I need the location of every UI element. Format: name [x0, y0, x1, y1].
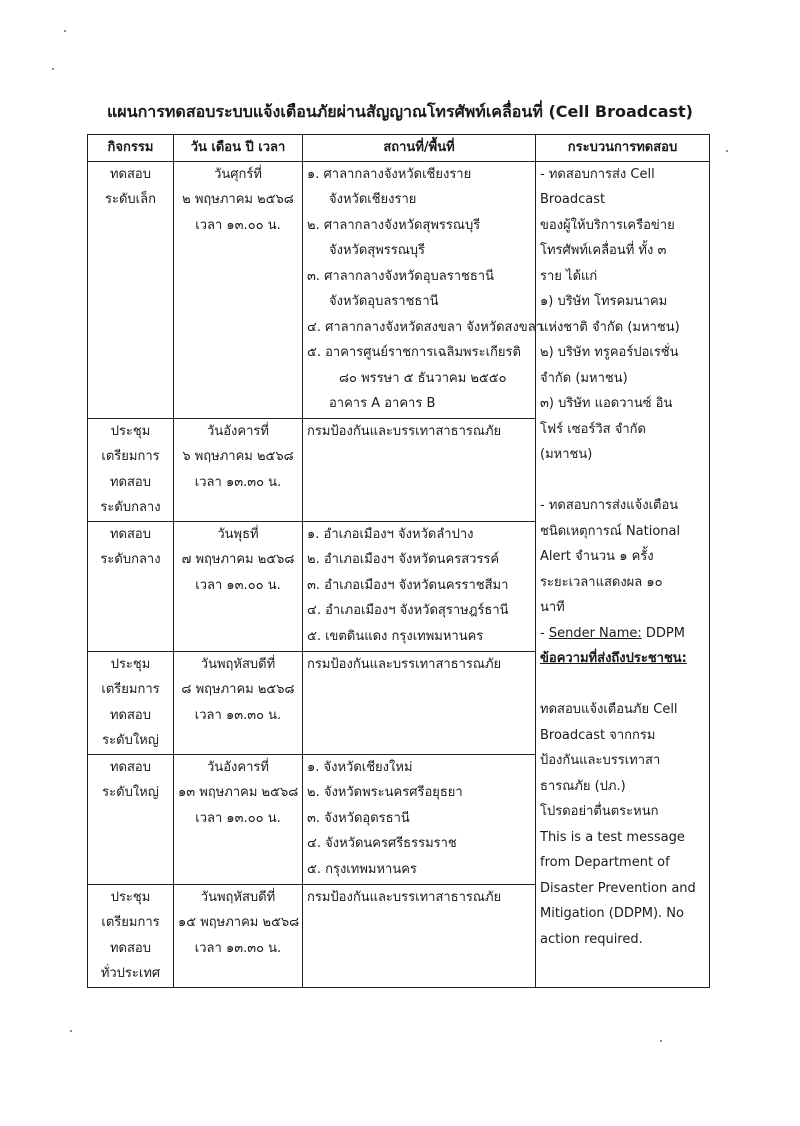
location-line: กรมป้องกันและบรรเทาสาธารณภัย	[307, 423, 502, 439]
process-line: ระยะเวลาแสดงผล ๑๐	[540, 574, 663, 590]
process-line: - ทดสอบการส่ง Cell	[540, 166, 655, 182]
location-line: ๔. ศาลากลางจังหวัดสงขลา จังหวัดสงขลา	[307, 319, 543, 335]
activity-line: ประชุม	[110, 423, 151, 439]
header-location: สถานที่/พื้นที่	[303, 135, 536, 162]
datetime-cell	[174, 161, 303, 418]
header-datetime: วัน เดือน ปี เวลา	[174, 135, 303, 162]
location-line: ๔. จังหวัดนครศรีธรรมราช	[307, 836, 457, 851]
location-line: กรมป้องกันและบรรเทาสาธารณภัย	[307, 656, 502, 672]
process-line: โทรศัพท์เคลื่อนที่ ทั้ง ๓	[540, 243, 667, 258]
activity-line: ระดับใหญ่	[102, 733, 159, 748]
date-text: ๖ พฤษภาคม ๒๕๖๘	[182, 449, 294, 464]
activity-line: ระดับกลาง	[100, 552, 161, 567]
activity-line: ทดสอบ	[109, 940, 151, 956]
process-line: โฟร์ เซอร์วิส จำกัด	[540, 421, 646, 437]
location-line: ๕. กรุงเทพมหานคร	[307, 861, 417, 877]
date-text: ๘ พฤษภาคม ๒๕๖๘	[181, 682, 295, 697]
location-cell	[303, 754, 536, 884]
message-label: ข้อความที่ส่งถึงประชาชน:	[540, 651, 687, 666]
message-line: Disaster Prevention and	[540, 880, 696, 896]
location-line: ๕. อาคารศูนย์ราชการเฉลิมพระเกียรติ	[307, 345, 521, 360]
scan-speck	[64, 30, 66, 32]
location-line: จังหวัดอุบลราชธานี	[329, 294, 439, 309]
spacer	[540, 468, 705, 494]
message-line: from Department of	[540, 855, 670, 870]
date-day: วันพฤหัสบดีที่	[200, 889, 276, 905]
message-line: This is a test message	[540, 829, 685, 845]
location-line: ๑. จังหวัดเชียงใหม่	[307, 759, 413, 775]
location-line: ๒. จังหวัดพระนครศรีอยุธยา	[307, 785, 463, 800]
location-line: ๑. อำเภอเมืองฯ จังหวัดลำปาง	[307, 526, 474, 542]
time-text: เวลา ๑๓.๐๐ น.	[195, 577, 281, 593]
scan-speck	[726, 150, 728, 152]
date-day: วันศุกร์ที่	[214, 166, 262, 182]
location-line: อาคาร A อาคาร B	[329, 396, 436, 411]
location-line: ๒. อำเภอเมืองฯ จังหวัดนครสวรรค์	[307, 552, 500, 567]
process-line: ของผู้ให้บริการเครือข่าย	[540, 217, 675, 233]
sender-prefix: -	[540, 625, 549, 641]
location-line: ๓. อำเภอเมืองฯ จังหวัดนครราชสีมา	[307, 577, 509, 593]
location-line: ๓. ศาลากลางจังหวัดอุบลราชธานี	[307, 268, 494, 284]
process-line: ๑) บริษัท โทรคมนาคม	[540, 294, 668, 309]
activity-line: ประชุม	[110, 656, 151, 672]
activity-cell	[88, 418, 174, 521]
message-line: ธารณภัย (ปภ.)	[540, 778, 626, 794]
location-line: ๘๐ พรรษา ๕ ธันวาคม ๒๕๕๐	[339, 370, 507, 386]
sender-line	[540, 621, 705, 647]
spacer	[540, 672, 705, 698]
activity-line: ระดับกลาง	[100, 500, 161, 515]
datetime-cell	[174, 884, 303, 987]
activity-cell	[88, 161, 174, 418]
activity-line: ทั่วประเทศ	[100, 966, 161, 981]
scan-speck	[70, 1030, 72, 1032]
message-line: Broadcast จากกรม	[540, 727, 656, 743]
process-line: ๒) บริษัท ทรูคอร์ปอเรชั่น	[540, 345, 679, 360]
activity-cell	[88, 754, 174, 884]
time-text: เวลา ๑๓.๐๐ น.	[195, 810, 281, 826]
activity-cell	[88, 884, 174, 987]
activity-line: ระดับใหญ่	[102, 785, 159, 800]
location-cell	[303, 521, 536, 651]
location-line: ๓. จังหวัดอุดรธานี	[307, 810, 410, 826]
process-line: Alert จำนวน ๑ ครั้ง	[540, 549, 654, 564]
time-text: เวลา ๑๓.๓๐ น.	[194, 474, 282, 490]
header-row	[88, 135, 710, 162]
document-title: แผนการทดสอบระบบแจ้งเตือนภัยผ่านสัญญาณโทรศัพท์เคลื่อนที่ (Cell Broadcast)	[106, 102, 693, 121]
process-line: ชนิดเหตุการณ์ National	[540, 523, 681, 539]
process-line: ราย ได้แก่	[540, 268, 598, 284]
activity-line: ทดสอบ	[109, 166, 151, 182]
location-line: ๑. ศาลากลางจังหวัดเชียงราย	[307, 166, 472, 182]
activity-cell	[88, 651, 174, 754]
location-line: จังหวัดเชียงราย	[329, 192, 417, 207]
process-line: (มหาชน)	[540, 447, 593, 462]
date-text: ๗ พฤษภาคม ๒๕๖๘	[181, 552, 295, 567]
process-line: นาที	[540, 600, 565, 615]
date-text: ๒ พฤษภาคม ๒๕๖๘	[182, 192, 294, 207]
location-line: ๒. ศาลากลางจังหวัดสุพรรณบุรี	[307, 217, 481, 233]
activity-line: ทดสอบ	[109, 474, 151, 490]
activity-line: ทดสอบ	[109, 759, 151, 775]
location-line: ๔. อำเภอเมืองฯ จังหวัดสุราษฎร์ธานี	[307, 603, 509, 618]
date-text: ๑๕ พฤษภาคม ๒๕๖๘	[178, 915, 300, 930]
header-process: กระบวนการทดสอบ	[536, 135, 710, 162]
date-text: ๑๓ พฤษภาคม ๒๕๖๘	[178, 785, 299, 800]
activity-line: ระดับเล็ก	[105, 192, 156, 207]
activity-line: เตรียมการ	[101, 915, 160, 930]
process-line: - ทดสอบการส่งแจ้งเตือน	[540, 498, 679, 513]
datetime-cell	[174, 521, 303, 651]
activity-line: ทดสอบ	[109, 707, 151, 723]
sender-label: Sender Name:	[548, 625, 642, 641]
message-line: ทดสอบแจ้งเตือนภัย Cell	[540, 702, 678, 717]
process-line: Broadcast	[540, 192, 606, 207]
activity-line: ประชุม	[110, 889, 151, 905]
location-cell	[303, 884, 536, 987]
scan-speck	[660, 1040, 662, 1042]
location-cell	[303, 418, 536, 521]
location-line: จังหวัดสุพรรณบุรี	[329, 243, 426, 258]
date-day: วันพุธที่	[217, 526, 259, 542]
time-text: เวลา ๑๓.๓๐ น.	[194, 707, 282, 723]
process-line: ๓) บริษัท แอดวานซ์ อิน	[540, 396, 673, 411]
activity-line: เตรียมการ	[101, 449, 160, 464]
message-line: action required.	[540, 931, 643, 947]
scan-speck	[52, 68, 54, 70]
location-cell	[303, 161, 543, 418]
process-line: แห่งชาติ จำกัด (มหาชน)	[540, 319, 680, 335]
date-day: วันอังคารที่	[207, 423, 269, 439]
activity-cell	[88, 521, 174, 651]
sender-value: DDPM	[641, 625, 685, 641]
header-activity: กิจกรรม	[88, 135, 174, 162]
date-day: วันอังคารที่	[207, 759, 269, 775]
time-text: เวลา ๑๓.๓๐ น.	[194, 940, 282, 956]
activity-line: เตรียมการ	[101, 682, 160, 697]
message-line: ป้องกันและบรรเทาสา	[540, 753, 661, 768]
datetime-cell	[174, 418, 303, 521]
datetime-cell	[174, 754, 303, 884]
process-cell	[536, 161, 710, 987]
message-line: Mitigation (DDPM). No	[540, 906, 684, 921]
activity-line: ทดสอบ	[109, 526, 151, 542]
process-line: จำกัด (มหาชน)	[540, 370, 628, 386]
test-plan-table	[87, 134, 710, 988]
location-line: กรมป้องกันและบรรเทาสาธารณภัย	[307, 889, 502, 905]
table-row	[88, 161, 710, 418]
location-cell	[303, 651, 536, 754]
datetime-cell	[174, 651, 303, 754]
location-line: ๕. เขตดินแดง กรุงเทพมหานคร	[307, 628, 484, 644]
date-day: วันพฤหัสบดีที่	[200, 656, 276, 672]
time-text: เวลา ๑๓.๐๐ น.	[195, 217, 281, 233]
message-line: โปรดอย่าตื่นตระหนก	[540, 804, 659, 819]
message-heading	[540, 646, 705, 672]
